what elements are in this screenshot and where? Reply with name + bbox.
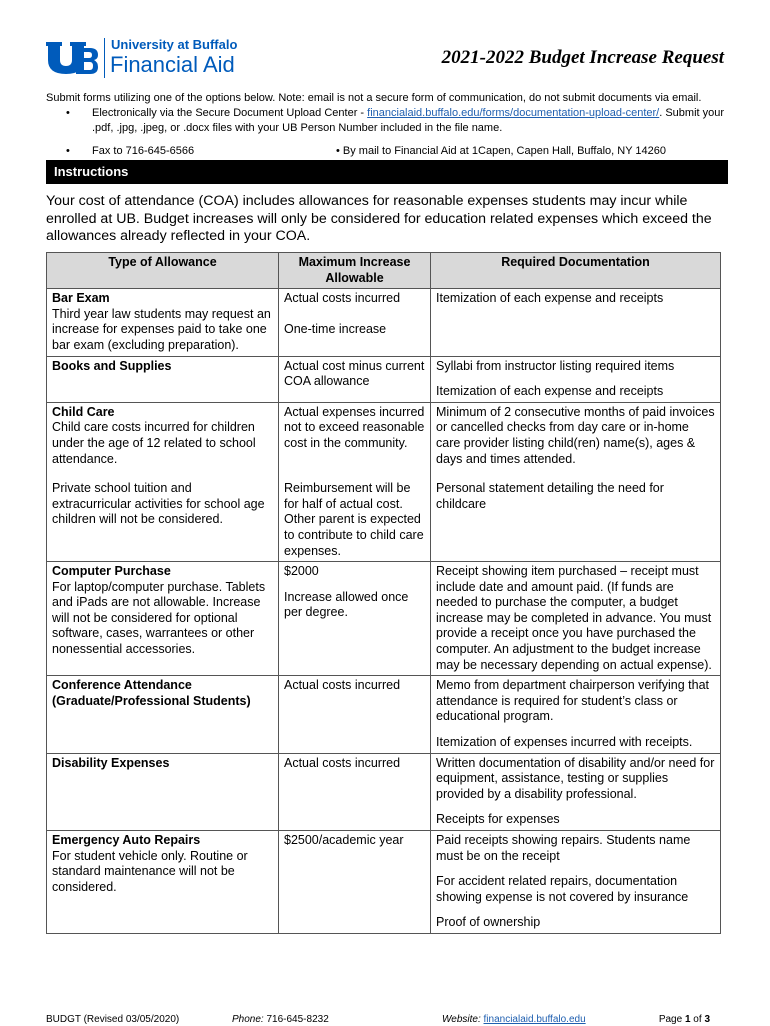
max-value: Actual expenses incurred not to exceed reasonable cost in the community.: [284, 404, 425, 450]
doc-cell: [431, 831, 721, 934]
table-row-child-care: [47, 402, 721, 469]
max-cell: [279, 753, 431, 830]
allowance-desc: For laptop/computer purchase. Tablets and iPads are not allowable. Increase will not be considered for optional software, cases, warrantees or other nonessential accessories.: [52, 579, 266, 657]
upload-center-link[interactable]: financialaid.buffalo.edu/forms/documentation-upload-center/: [367, 107, 660, 119]
doc-text-2: Itemization of each expense and receipts: [436, 384, 664, 399]
doc-cell: [431, 753, 721, 830]
electronic-prefix: Electronically via the Secure Document Upload Center -: [92, 107, 368, 119]
doc-text-2: Itemization of expenses incurred with receipts.: [436, 735, 693, 750]
electronic-suffix: . Submit your .pdf, .jpg, .jpeg, or .docx files with your UB Person Number included in the file name.: [92, 107, 725, 134]
table-row-books: [47, 356, 721, 402]
max-cell: [279, 289, 431, 356]
max-value: Actual costs incurred: [284, 291, 401, 306]
allowance-title: Conference Attendance (Graduate/Professional Students): [52, 678, 251, 708]
max-note: One-time increase: [284, 321, 387, 336]
max-value: $2500/academic year: [284, 833, 404, 847]
col-header-max: Maximum Increase Allowable: [279, 253, 431, 289]
table-row-bar-exam: [47, 289, 721, 356]
doc-text-2: For accident related repairs, documentation showing expense is not covered by insurance: [436, 874, 689, 904]
page-prefix: Page: [658, 1014, 685, 1025]
page-of: of: [690, 1014, 705, 1025]
type-cell: [47, 402, 279, 469]
fax-option: Fax to 716-645-6566: [92, 145, 195, 157]
document-title: 2021-2022 Budget Increase Request: [441, 47, 724, 68]
type-cell: [47, 469, 279, 561]
logo-divider: [104, 38, 105, 78]
max-cell: [279, 469, 431, 561]
form-id: BUDGT (Revised 03/05/2020): [46, 1014, 180, 1025]
allowance-title: Bar Exam: [52, 291, 110, 306]
doc-text: Paid receipts showing repairs. Students name must be on the receipt: [436, 833, 691, 863]
max-value: Actual costs incurred: [284, 678, 401, 693]
allowance-title: Computer Purchase: [52, 564, 171, 579]
allowance-title: Books and Supplies: [52, 358, 172, 373]
fax-mail-options: [46, 144, 736, 159]
allowance-title: Disability Expenses: [52, 755, 170, 770]
max-value: Actual cost minus current COA allowance: [284, 358, 425, 389]
department-name: Financial Aid: [110, 52, 235, 77]
type-cell: [47, 676, 279, 753]
allowance-desc: For student vehicle only. Routine or standard maintenance will not be considered.: [52, 848, 248, 894]
footer-website: [442, 1014, 586, 1025]
page-header: [0, 0, 770, 90]
website-label: Website:: [442, 1014, 481, 1025]
max-cell: [279, 402, 431, 469]
type-cell: [47, 831, 279, 934]
page-footer: [46, 1014, 720, 1026]
max-cell: [279, 676, 431, 753]
doc-text: Memo from department chairperson verifying that attendance is required for student’s class or educational program.: [436, 678, 710, 724]
doc-text: Itemization of each expense and receipts: [436, 291, 664, 306]
page-current: 1: [684, 1014, 691, 1025]
doc-text: Written documentation of disability and/or need for equipment, assistance, testing or supplies provided by a disability professional.: [436, 755, 715, 801]
submission-intro: Submit forms utilizing one of the options below. Note: email is not a secure form of communication, do not submit documents via email.: [46, 92, 702, 104]
instructions-heading: Instructions: [46, 160, 728, 184]
bullet: •: [66, 145, 70, 157]
instructions-text: Your cost of attendance (COA) includes allowances for reasonable expenses students may incur while enrolled at UB. Budget increases will only be considered for education related expenses which exceed the allowances already reflected in your COA.: [46, 193, 712, 244]
max-cell: [279, 356, 431, 402]
phone-number: 716-645-8232: [263, 1014, 329, 1025]
type-cell: [47, 356, 279, 402]
allowance-title: Child Care: [52, 404, 115, 419]
doc-text-2: Receipts for expenses: [436, 812, 560, 827]
max-value: Reimbursement will be for half of actual cost. Other parent is expected to contribute to child care expenses.: [284, 481, 424, 558]
footer-phone: [232, 1014, 329, 1025]
type-cell: [47, 289, 279, 356]
page-total: 3: [704, 1014, 710, 1025]
bullet: •: [66, 107, 70, 119]
table-row-private-school: [47, 469, 721, 561]
doc-cell: [431, 289, 721, 356]
max-cell: [279, 562, 431, 676]
table-row-auto-repairs: [47, 831, 721, 934]
ub-logo-icon: [46, 40, 98, 74]
table-row-conference: [47, 676, 721, 753]
doc-cell: [431, 356, 721, 402]
doc-cell: [431, 469, 721, 561]
mail-option: • By mail to Financial Aid at 1Capen, Capen Hall, Buffalo, NY 14260: [336, 145, 666, 157]
doc-cell: [431, 676, 721, 753]
website-link[interactable]: financialaid.buffalo.edu: [483, 1014, 586, 1025]
submission-options: [46, 91, 736, 159]
doc-text: Syllabi from instructor listing required items: [436, 358, 675, 373]
table-row-disability: [47, 753, 721, 830]
doc-text: Minimum of 2 consecutive months of paid invoices or cancelled checks from day care or in-home care provider listing child(ren) name(s), ages & days and times attended.: [436, 404, 715, 466]
max-note: Increase allowed once per degree.: [284, 589, 409, 620]
max-cell: [279, 831, 431, 934]
type-cell: [47, 562, 279, 676]
allowance-desc: Third year law students may request an increase for expenses paid to take one bar exam (excluding preparation).: [52, 306, 271, 352]
max-value: Actual costs incurred: [284, 755, 401, 770]
ub-financial-aid-logo[interactable]: [46, 36, 236, 80]
table-row-computer: [47, 562, 721, 676]
col-header-type: Type of Allowance: [47, 253, 279, 289]
phone-label: Phone:: [232, 1014, 264, 1025]
allowance-table: [46, 252, 721, 934]
doc-cell: [431, 402, 721, 469]
electronic-option: [46, 106, 736, 136]
allowance-desc: Child care costs incurred for children under the age of 12 related to school attendance.: [52, 420, 256, 466]
doc-text: Personal statement detailing the need for childcare: [436, 481, 664, 511]
doc-text: Receipt showing item purchased – receipt must include date and amount paid. (If funds are needed to purchase the computer, a budget increase may be completed in advance. You must provide a receipt once you have purchased the computer. An adjustment to the budget increase may be necessary depending on actual expense).: [436, 564, 712, 672]
allowance-desc: Private school tuition and extracurricular activities for school age children will not be considered.: [52, 481, 265, 527]
university-name: University at Buffalo: [111, 37, 238, 52]
max-value: $2000: [284, 564, 319, 579]
doc-text-3: Proof of ownership: [436, 915, 541, 930]
col-header-doc: Required Documentation: [431, 253, 721, 289]
doc-cell: [431, 562, 721, 676]
page-number: [659, 1014, 710, 1025]
allowance-title: Emergency Auto Repairs: [52, 833, 201, 847]
table-header-row: [47, 253, 721, 289]
type-cell: [47, 753, 279, 830]
